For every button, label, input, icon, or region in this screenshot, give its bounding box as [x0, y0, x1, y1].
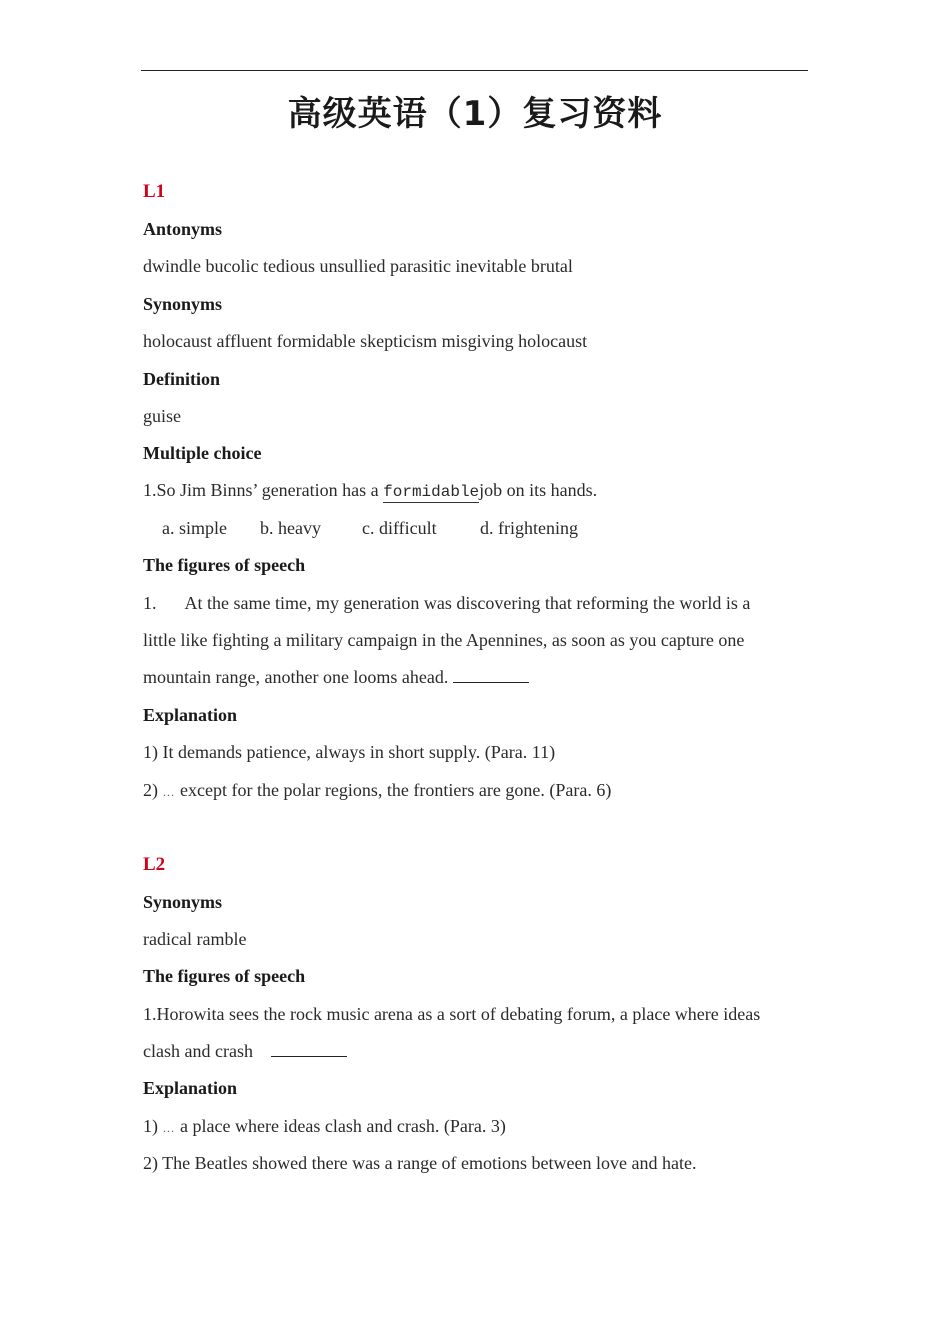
l1-definition-word: guise: [143, 406, 181, 426]
l1-synonyms-words: holocaust affluent formidable skepticism misgiving holocaust: [143, 331, 588, 351]
l1-antonyms-heading: Antonyms: [143, 219, 223, 239]
figures-text: At the same time, my generation was discovering that reforming the world is a: [184, 593, 751, 613]
l2-synonyms-words: radical ramble: [143, 929, 247, 949]
l1-explanation-1: 1) It demands patience, always in short supply. (Para. 11): [143, 742, 556, 762]
mc-question-post: job on its hands.: [479, 480, 598, 500]
explanation-2-prefix: 2): [143, 780, 163, 800]
l1-definition-heading: Definition: [143, 369, 221, 389]
l1-figures-line2: little like fighting a military campaign in the Apennines, as soon as you capture one: [143, 630, 745, 650]
l2-figures-line2: [143, 1041, 347, 1062]
ellipsis: …: [162, 785, 176, 799]
answer-blank: [271, 1044, 347, 1057]
mc-option-b: b. heavy: [260, 518, 321, 538]
l2-explanation-1-prefix: 1): [143, 1116, 163, 1136]
l2-explanation-2: 2) The Beatles showed there was a range of emotions between love and hate.: [143, 1153, 697, 1173]
l1-antonyms-words: dwindle bucolic tedious unsullied parasitic inevitable brutal: [143, 256, 573, 276]
l2-synonyms-heading: Synonyms: [143, 892, 223, 912]
l1-explanation-2: [143, 780, 611, 801]
l1-mc-question: [143, 480, 597, 501]
l1-figures-line1: [143, 593, 750, 614]
figures-line3-text: mountain range, another one looms ahead.: [143, 667, 449, 687]
l1-explanation-heading: Explanation: [143, 705, 238, 725]
l2-figures-line2-text: clash and crash: [143, 1041, 253, 1061]
mc-option-c: c. difficult: [362, 518, 437, 538]
l2-explanation-heading: Explanation: [143, 1078, 238, 1098]
lesson-l1-label: L1: [143, 181, 166, 202]
l1-synonyms-heading: Synonyms: [143, 294, 223, 314]
l1-figures-line3: [143, 667, 529, 688]
mc-question-answer: formidable: [383, 483, 480, 501]
header-rule: [141, 70, 808, 71]
mc-option-a: a. simple: [162, 518, 227, 538]
answer-blank: [453, 670, 529, 683]
mc-option-d: d. frightening: [480, 518, 578, 538]
l2-explanation-1-text: a place where ideas clash and crash. (Para. 3): [180, 1116, 506, 1136]
l1-mc-heading: Multiple choice: [143, 443, 262, 463]
l1-figures-heading: The figures of speech: [143, 555, 306, 575]
l2-figures-heading: The figures of speech: [143, 966, 306, 986]
l2-figures-line1: 1.Horowita sees the rock music arena as a sort of debating forum, a place where ideas: [143, 1004, 761, 1024]
page-title: 高级英语（1）复习资料: [287, 94, 663, 134]
explanation-2-text: except for the polar regions, the frontiers are gone. (Para. 6): [180, 780, 612, 800]
l2-explanation-1: [143, 1116, 506, 1137]
ellipsis: …: [162, 1121, 176, 1135]
lesson-l2-label: L2: [143, 854, 166, 875]
figures-number: 1.: [143, 593, 157, 613]
mc-question-pre: 1.So Jim Binns’ generation has a: [143, 480, 384, 500]
